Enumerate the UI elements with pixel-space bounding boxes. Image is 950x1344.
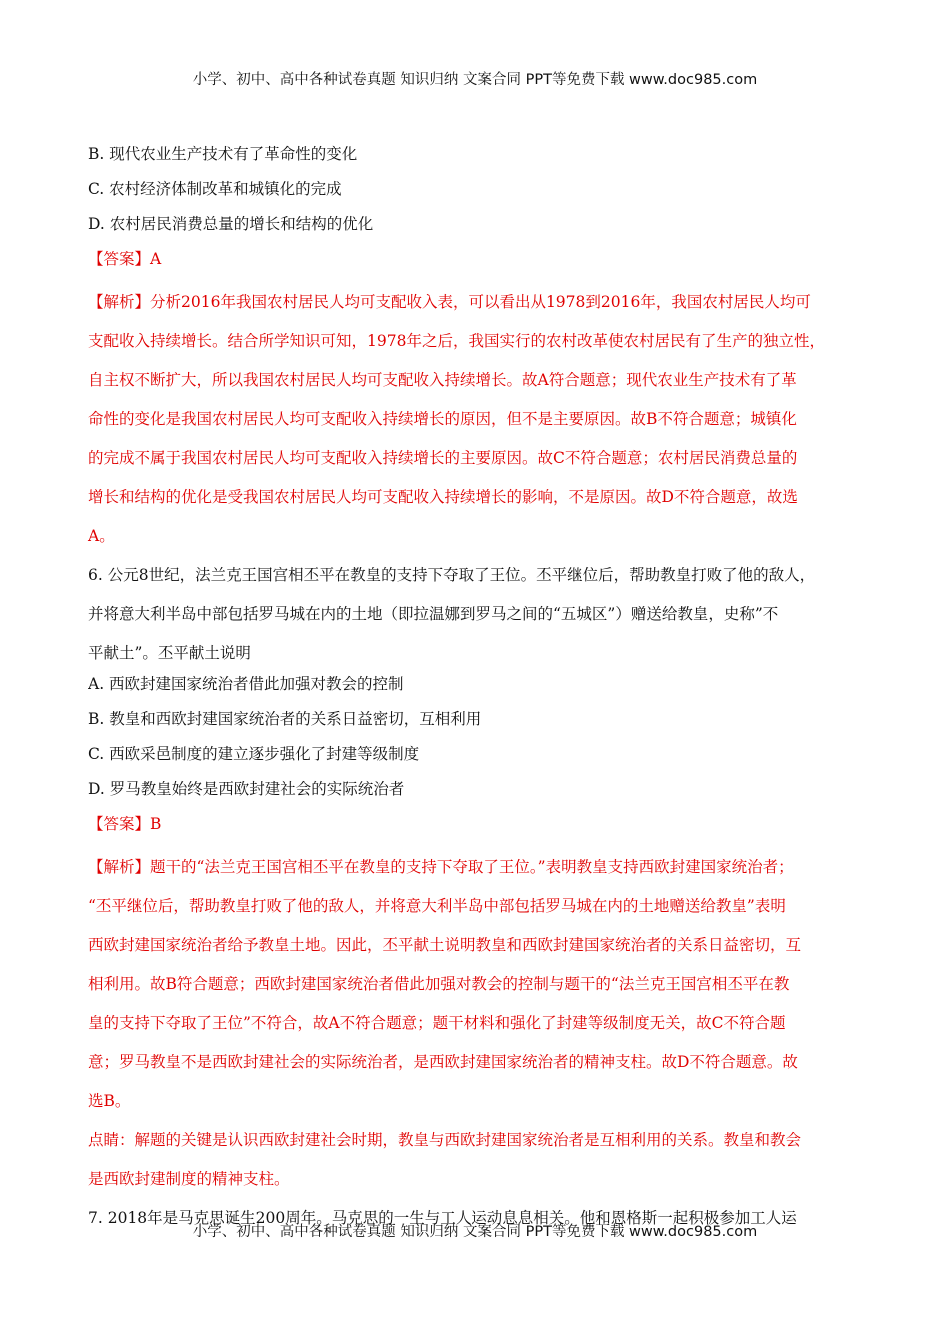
stem-line: 平献土”。丕平献土说明 <box>88 644 251 662</box>
analysis-line: 自主权不断扩大，所以我国农村居民人均可支配收入持续增长。故A符合题意；现代农业生产技术有了革 <box>88 371 797 389</box>
q6-stem <box>88 556 878 673</box>
analysis-line: 支配收入持续增长。结合所学知识可知，1978年之后，我国实行的农村改革使农村居民有了生产的独立性， <box>88 332 825 350</box>
analysis-line: 命性的变化是我国农村居民人均可支配收入持续增长的原因，但不是主要原因。故B不符合题意；城镇化 <box>88 410 797 428</box>
q6-option-a: A. 西欧封建国家统治者借此加强对教会的控制 <box>88 675 404 693</box>
analysis-line: 的完成不属于我国农村居民人均可支配收入持续增长的主要原因。故C不符合题意；农村居民消费总量的 <box>88 449 798 467</box>
page-content <box>88 143 878 1238</box>
page-footer: 小学、初中、高中各种试卷真题 知识归纳 文案合同 PPT等免费下载 www.doc985.com <box>192 1224 758 1240</box>
stem-line: 6. 公元8世纪，法兰克王国宫相丕平在教皇的支持下夺取了王位。丕平继位后，帮助教皇打败了他的敌人， <box>88 566 816 584</box>
tip-line: 点睛：解题的关键是认识西欧封建社会时期，教皇与西欧封建国家统治者是互相利用的关系。教皇和教会 <box>88 1131 802 1149</box>
q5-analysis <box>88 283 878 556</box>
q7-stem: 7. 2018年是马克思诞生200周年。马克思的一生与工人运动息息相关。他和恩格斯一起积极参加工人运 <box>88 1209 797 1227</box>
analysis-line: 相利用。故B符合题意；西欧封建国家统治者借此加强对教会的控制与题干的“法兰克王国宫相丕平在教 <box>88 975 790 993</box>
q6-options <box>88 673 878 813</box>
q5-answer: 【答案】A <box>88 250 162 268</box>
q6-option-c: C. 西欧采邑制度的建立逐步强化了封建等级制度 <box>88 745 420 763</box>
analysis-line: 【解析】分析2016年我国农村居民人均可支配收入表，可以看出从1978到2016年，我国农村居民人均可 <box>88 293 811 311</box>
stem-line: 并将意大利半岛中部包括罗马城在内的土地（即拉温娜到罗马之间的“五城区”）赠送给教皇，史称”不 <box>88 605 779 623</box>
q5-options <box>88 143 878 248</box>
analysis-line: 【解析】题干的“法兰克王国宫相丕平在教皇的支持下夺取了王位。”表明教皇支持西欧封建国家统治者； <box>88 858 794 876</box>
q5-option-d: D. 农村居民消费总量的增长和结构的优化 <box>88 215 374 233</box>
analysis-line: 选B。 <box>88 1092 131 1110</box>
analysis-line: 增长和结构的优化是受我国农村居民人均可支配收入持续增长的影响，不是原因。故D不符合题意，故选 <box>88 488 798 506</box>
tip-line: 是西欧封建制度的精神支柱。 <box>88 1170 290 1188</box>
analysis-line: 皇的支持下夺取了王位”不符合，故A不符合题意；题干材料和强化了封建等级制度无关，故C不符合题 <box>88 1014 786 1032</box>
q5-option-b: B. 现代农业生产技术有了革命性的变化 <box>88 145 358 163</box>
q6-option-d: D. 罗马教皇始终是西欧封建社会的实际统治者 <box>88 780 405 798</box>
q6-option-b: B. 教皇和西欧封建国家统治者的关系日益密切，互相利用 <box>88 710 482 728</box>
analysis-line: “丕平继位后，帮助教皇打败了他的敌人，并将意大利半岛中部包括罗马城在内的土地赠送给教皇”表明 <box>88 897 786 915</box>
q6-analysis <box>88 848 878 1121</box>
q6-answer: 【答案】B <box>88 815 162 833</box>
q6-tip <box>88 1121 878 1199</box>
page-header: 小学、初中、高中各种试卷真题 知识归纳 文案合同 PPT等免费下载 www.doc985.com <box>192 72 758 88</box>
analysis-line: 意；罗马教皇不是西欧封建社会的实际统治者，是西欧封建国家统治者的精神支柱。故D不符合题意。故 <box>88 1053 798 1071</box>
analysis-line: A。 <box>88 527 115 545</box>
q5-option-c: C. 农村经济体制改革和城镇化的完成 <box>88 180 342 198</box>
analysis-line: 西欧封建国家统治者给予教皇土地。因此，丕平献土说明教皇和西欧封建国家统治者的关系日益密切，互 <box>88 936 802 954</box>
